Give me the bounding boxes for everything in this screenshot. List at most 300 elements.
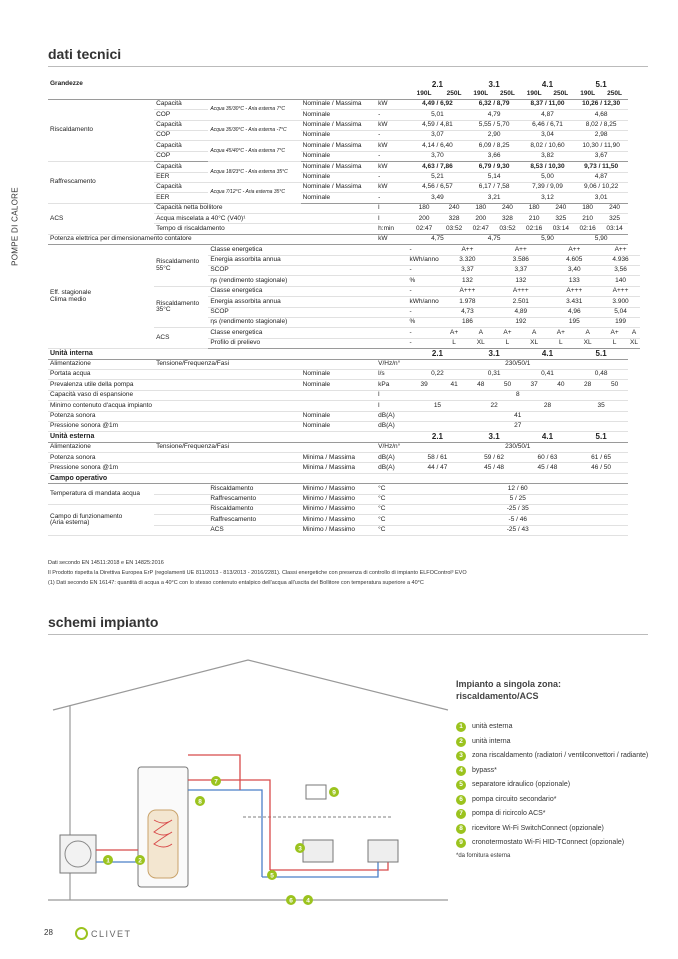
- table-cell: A+++: [494, 286, 547, 296]
- table-cell: Pressione sonora @1m: [48, 421, 154, 431]
- table-cell: XL: [628, 338, 640, 348]
- table-cell: 240: [601, 203, 628, 213]
- logo-ring-icon: [75, 927, 88, 940]
- table-cell: Minimo / Massimo: [301, 515, 376, 525]
- table-cell: Nominale / Massima: [301, 99, 376, 109]
- section-title-scheme: schemi impianto: [48, 614, 159, 630]
- table-cell: 4,14 / 6,40: [407, 141, 467, 151]
- table-cell: -: [376, 151, 407, 161]
- table-cell: Eff. stagionale Clima medio: [48, 245, 154, 349]
- table-cell: kW: [376, 141, 407, 151]
- table-cell: ACS: [48, 203, 154, 234]
- table-cell: 199: [601, 317, 640, 327]
- table-cell: A+++: [441, 286, 494, 296]
- table-cell: Capacità: [154, 162, 208, 172]
- table-cell: 200: [467, 214, 494, 224]
- table-cell: A++: [547, 245, 601, 255]
- table-cell: Temperatura di mandata acqua: [48, 484, 154, 505]
- table-cell: SCOP: [208, 307, 376, 317]
- table-cell: V/Hz/n°: [376, 442, 407, 452]
- table-cell: 8,53 / 10,30: [521, 162, 574, 172]
- table-cell: 210: [521, 214, 548, 224]
- table-cell: 133: [547, 276, 601, 286]
- table-cell: kW: [376, 162, 407, 172]
- table-cell: 44 / 47: [407, 463, 467, 473]
- legend-label: cronotermostato Wi-Fi HID-TConnect (opzionale): [472, 839, 625, 846]
- divider: [48, 634, 648, 635]
- table-cell: 5,90: [521, 234, 574, 244]
- table-cell: SCOP: [208, 266, 376, 276]
- table-cell: 4.1: [521, 432, 574, 442]
- table-cell: -: [376, 193, 407, 203]
- table-cell: 48: [467, 380, 494, 390]
- table-cell: XL: [521, 338, 548, 348]
- table-cell: A+: [601, 328, 628, 338]
- table-cell: 5,21: [407, 172, 467, 182]
- table-cell: Riscaldamento: [208, 505, 300, 515]
- table-cell: 8,02 / 10,60: [521, 141, 574, 151]
- table-cell: [376, 328, 407, 338]
- list-item: [456, 780, 656, 790]
- table-row: [48, 349, 640, 359]
- table-cell: 3,37: [441, 266, 494, 276]
- number-badge: 3: [456, 751, 466, 761]
- table-cell: Potenza sonora: [48, 453, 154, 463]
- table-cell: [301, 390, 376, 400]
- table-cell: 4,59 / 4,81: [407, 120, 467, 130]
- table-row: [48, 473, 640, 483]
- table-cell: kW: [376, 234, 407, 244]
- table-cell: Unità esterna: [48, 432, 407, 442]
- svg-text:5: 5: [270, 872, 274, 880]
- table-cell: [154, 515, 208, 525]
- table-cell: 5,90: [574, 234, 628, 244]
- table-cell: 45 / 48: [521, 463, 574, 473]
- table-cell: -: [376, 130, 407, 140]
- table-cell: Acqua 45/40°C - Aria esterna 7°C: [208, 141, 300, 162]
- table-cell: [301, 214, 376, 224]
- table-cell: 15: [407, 401, 467, 411]
- table-cell: dB(A): [376, 421, 407, 431]
- table-cell: 240: [547, 203, 574, 213]
- table-cell: 0,31: [467, 369, 520, 379]
- table-cell: [301, 234, 376, 244]
- table-cell: 5,55 / 5,70: [467, 120, 520, 130]
- table-cell: -: [376, 172, 407, 182]
- table-cell: °C: [376, 484, 407, 494]
- legend-label: ricevitore Wi-Fi SwitchConnect (opzionale): [472, 824, 604, 832]
- svg-text:2: 2: [138, 857, 142, 865]
- table-cell: 6,79 / 9,30: [467, 162, 520, 172]
- page-number: 28: [44, 928, 53, 937]
- table-cell: L: [441, 338, 468, 348]
- svg-text:4: 4: [306, 897, 310, 905]
- table-cell: XL: [574, 338, 601, 348]
- table-cell: 4.1: [541, 79, 554, 89]
- table-cell: 328: [494, 214, 521, 224]
- table-cell: -: [407, 338, 440, 348]
- table-cell: 4,75: [467, 234, 520, 244]
- table-cell: 10,26 / 12,30: [574, 99, 628, 109]
- table-cell: 3,49: [407, 193, 467, 203]
- table-cell: 0,48: [574, 369, 628, 379]
- table-row: [48, 390, 640, 400]
- number-badge: 6: [456, 795, 466, 805]
- table-cell: 5.1: [574, 349, 628, 359]
- table-cell: V/Hz/n°: [376, 359, 407, 369]
- table-cell: [376, 276, 407, 286]
- table-cell: l: [376, 401, 407, 411]
- table-cell: 4,73: [441, 307, 494, 317]
- table-cell: Minimo / Massimo: [301, 505, 376, 515]
- table-cell: A+: [441, 328, 468, 338]
- table-cell: Potenza elettrica per dimensionamento contatore: [48, 234, 301, 244]
- table-cell: 195: [547, 317, 601, 327]
- table-cell: 8,37 / 11,00: [521, 99, 574, 109]
- list-item: [456, 795, 656, 805]
- list-item: [456, 838, 656, 848]
- list-item: [456, 722, 656, 732]
- table-cell: [154, 453, 301, 463]
- table-cell: 5,01: [407, 110, 467, 120]
- table-cell: 3.900: [601, 297, 640, 307]
- table-cell: ηs (rendimento stagionale): [208, 276, 376, 286]
- table-cell: 3,37: [494, 266, 547, 276]
- table-cell: 250L: [441, 89, 468, 99]
- scheme-diagram: [48, 655, 458, 915]
- footnote: (1) Dati secondo EN 16147: quantità di acqua a 40°C con lo stesso contenuto entalpico dell'acqua all'uscita del Bollitore con temperatura superiore a 40°C: [48, 580, 424, 586]
- table-row: [48, 380, 640, 390]
- table-cell: 02:16: [574, 224, 601, 234]
- table-cell: 2,90: [467, 130, 520, 140]
- table-cell: 6,17 / 7,58: [467, 182, 520, 192]
- table-cell: [376, 338, 407, 348]
- table-cell: °C: [376, 494, 407, 504]
- table-row: [48, 453, 640, 463]
- table-cell: 3,70: [407, 151, 467, 161]
- table-cell: Pressione sonora @1m: [48, 463, 154, 473]
- table-cell: L: [494, 338, 521, 348]
- table-cell: 03:52: [494, 224, 521, 234]
- table-cell: °C: [376, 515, 407, 525]
- table-cell: 9,73 / 11,50: [574, 162, 628, 172]
- legend-label: zona riscaldamento (radiatori / ventilconvettori / radiante): [472, 752, 649, 759]
- table-cell: ACS: [208, 525, 300, 535]
- brand-logo: CLIVET: [75, 927, 132, 940]
- svg-text:9: 9: [332, 789, 336, 797]
- table-cell: Capacità vaso di espansione: [48, 390, 154, 400]
- table-cell: [376, 245, 407, 255]
- table-cell: Tempo di riscaldamento: [154, 224, 301, 234]
- table-cell: 2.1: [407, 432, 467, 442]
- table-cell: 3,12: [521, 193, 574, 203]
- table-cell: A: [574, 328, 601, 338]
- table-cell: 5,04: [601, 307, 640, 317]
- table-cell: Raffrescamento: [208, 494, 300, 504]
- table-cell: 9,06 / 10,22: [574, 182, 628, 192]
- table-cell: Nominale: [301, 151, 376, 161]
- table-row: [48, 505, 640, 515]
- table-cell: [154, 525, 208, 535]
- table-cell: Campo di funzionamento (Aria esterna): [48, 505, 154, 536]
- table-cell: 2.1: [407, 349, 467, 359]
- number-badge: 7: [456, 809, 466, 819]
- table-cell: 6,32 / 8,79: [467, 99, 520, 109]
- legend-label: unità esterna: [472, 723, 513, 730]
- legend-label: pompa circuito secondario*: [472, 795, 557, 803]
- table-cell: 190L: [574, 89, 601, 99]
- footnotes: [48, 560, 467, 590]
- tech-table: [48, 80, 640, 536]
- svg-text:1: 1: [106, 857, 110, 865]
- table-cell: [376, 266, 407, 276]
- table-cell: 5.1: [595, 79, 607, 89]
- table-cell: 2,98: [574, 130, 628, 140]
- table-row: [48, 484, 640, 494]
- table-cell: kPa: [376, 380, 407, 390]
- table-cell: 03:14: [601, 224, 628, 234]
- table-row: [48, 442, 640, 452]
- table-cell: [154, 484, 208, 494]
- table-cell: XL: [467, 338, 494, 348]
- table-cell: %: [407, 317, 440, 327]
- table-cell: dB(A): [376, 463, 407, 473]
- table-cell: 210: [574, 214, 601, 224]
- table-cell: °C: [376, 505, 407, 515]
- table-cell: A++: [601, 245, 640, 255]
- table-cell: 7,39 / 9,09: [521, 182, 574, 192]
- table-cell: [301, 359, 376, 369]
- table-cell: 61 / 65: [574, 453, 628, 463]
- table-cell: [154, 380, 301, 390]
- table-cell: h:min: [376, 224, 407, 234]
- table-cell: Riscaldamento: [48, 99, 154, 161]
- scheme-legend: [456, 678, 656, 859]
- table-cell: -: [376, 110, 407, 120]
- table-row: [48, 369, 640, 379]
- table-cell: Nominale: [301, 369, 376, 379]
- table-cell: 50: [601, 380, 628, 390]
- table-cell: 3,21: [467, 193, 520, 203]
- table-cell: 41: [441, 380, 468, 390]
- table-cell: [154, 401, 301, 411]
- table-cell: 3,07: [407, 130, 467, 140]
- table-cell: 8: [407, 390, 628, 400]
- table-cell: Prevalenza utile della pompa: [48, 380, 154, 390]
- table-cell: °C: [376, 525, 407, 535]
- table-cell: 03:14: [547, 224, 574, 234]
- table-cell: 0,41: [521, 369, 574, 379]
- table-cell: 5,00: [521, 172, 574, 182]
- table-cell: 180: [521, 203, 548, 213]
- number-badge: 5: [456, 780, 466, 790]
- table-cell: 3,56: [601, 266, 640, 276]
- table-cell: dB(A): [376, 411, 407, 421]
- footnote: Dati secondo EN 14511:2018 e EN 14825:2016: [48, 560, 164, 566]
- table-cell: Acqua 18/23°C - Aria esterna 35°C: [208, 162, 300, 183]
- table-cell: Classe energetica: [208, 245, 376, 255]
- table-cell: EER: [154, 172, 208, 182]
- table-cell: 4,89: [494, 307, 547, 317]
- table-row: [48, 80, 640, 89]
- table-cell: ηs (rendimento stagionale): [208, 317, 376, 327]
- table-cell: 6,09 / 8,25: [467, 141, 520, 151]
- table-cell: 240: [441, 203, 468, 213]
- number-badge: 1: [456, 722, 466, 732]
- table-cell: Potenza sonora: [48, 411, 154, 421]
- table-row: [48, 421, 640, 431]
- table-cell: Capacità: [154, 99, 208, 109]
- table-cell: 28: [521, 401, 574, 411]
- table-cell: A+++: [601, 286, 640, 296]
- table-cell: 3,04: [521, 130, 574, 140]
- thermostat-icon: [306, 785, 326, 799]
- table-cell: Profilo di prelievo: [208, 338, 376, 348]
- table-cell: 325: [547, 214, 574, 224]
- table-cell: Acqua 35/30°C - Aria esterna 7°C: [208, 99, 300, 120]
- table-row: [48, 245, 640, 255]
- table-cell: 46 / 50: [574, 463, 628, 473]
- table-cell: Raffrescamento: [48, 162, 154, 204]
- legend-label: pompa di ricircolo ACS*: [472, 810, 546, 817]
- table-cell: 4,68: [574, 110, 628, 120]
- table-cell: Acqua miscelata a 40°C (V40)¹: [154, 214, 301, 224]
- table-cell: COP: [154, 110, 208, 120]
- table-cell: 5,14: [467, 172, 520, 182]
- table-cell: COP: [154, 151, 208, 161]
- table-cell: [154, 505, 208, 515]
- number-badge: 9: [456, 838, 466, 848]
- table-cell: Grandezze: [50, 80, 83, 88]
- table-cell: kWh/anno: [407, 297, 440, 307]
- table-cell: A: [521, 328, 548, 338]
- table-cell: [154, 390, 301, 400]
- table-cell: 4.1: [521, 349, 574, 359]
- table-cell: 4.936: [601, 255, 640, 265]
- table-cell: Classe energetica: [208, 328, 376, 338]
- table-cell: A+: [494, 328, 521, 338]
- table-cell: l: [376, 203, 407, 213]
- table-cell: Nominale / Massima: [301, 141, 376, 151]
- table-cell: 40: [547, 380, 574, 390]
- table-cell: -25 / 43: [407, 525, 628, 535]
- table-cell: [154, 494, 208, 504]
- table-cell: Nominale: [301, 421, 376, 431]
- table-cell: 2.501: [494, 297, 547, 307]
- table-cell: 60 / 63: [521, 453, 574, 463]
- table-cell: 3,01: [574, 193, 628, 203]
- table-cell: Capacità: [154, 120, 208, 130]
- table-cell: 3.1: [467, 349, 520, 359]
- table-cell: kW: [376, 182, 407, 192]
- table-cell: [154, 411, 301, 421]
- legend-label: bypass*: [472, 766, 497, 774]
- table-cell: [301, 442, 376, 452]
- svg-text:7: 7: [214, 778, 218, 786]
- table-cell: L: [601, 338, 628, 348]
- table-row: [48, 432, 640, 442]
- table-cell: Minimo / Massimo: [301, 525, 376, 535]
- table-cell: Nominale / Massima: [301, 162, 376, 172]
- table-cell: 230/50/1: [407, 359, 628, 369]
- table-cell: Nominale / Massima: [301, 182, 376, 192]
- table-cell: [154, 463, 301, 473]
- table-cell: -: [407, 307, 440, 317]
- table-cell: Raffrescamento: [208, 515, 300, 525]
- table-row: [48, 401, 640, 411]
- table-cell: 328: [441, 214, 468, 224]
- table-cell: Nominale: [301, 110, 376, 120]
- table-cell: Nominale: [301, 193, 376, 203]
- table-cell: 5.1: [574, 432, 628, 442]
- list-item: [456, 766, 656, 776]
- table-cell: [376, 317, 407, 327]
- radiator: [303, 840, 333, 862]
- table-cell: 27: [407, 421, 628, 431]
- table-cell: Alimentazione: [48, 359, 154, 369]
- table-cell: Capacità netta bollitore: [154, 203, 301, 213]
- table-cell: 45 / 48: [467, 463, 520, 473]
- table-cell: l/s: [376, 369, 407, 379]
- list-item: [456, 809, 656, 819]
- table-cell: 240: [494, 203, 521, 213]
- table-cell: 3.586: [494, 255, 547, 265]
- table-cell: 3,40: [547, 266, 601, 276]
- table-cell: 180: [467, 203, 494, 213]
- table-cell: Nominale / Massima: [301, 120, 376, 130]
- table-cell: Tensione/Frequenza/Fasi: [154, 359, 301, 369]
- table-cell: A++: [494, 245, 547, 255]
- table-cell: 02:47: [407, 224, 440, 234]
- number-badge: 2: [456, 737, 466, 747]
- table-cell: 41: [407, 411, 628, 421]
- table-cell: Capacità: [154, 182, 208, 192]
- table-cell: 37: [521, 380, 548, 390]
- table-cell: 4.605: [547, 255, 601, 265]
- side-label: POMPE DI CALORE: [10, 187, 20, 266]
- table-cell: 0,22: [407, 369, 467, 379]
- table-cell: kWh/anno: [407, 255, 440, 265]
- table-cell: Classe energetica: [208, 286, 376, 296]
- table-row: [48, 99, 640, 109]
- table-cell: 3.320: [441, 255, 494, 265]
- svg-text:6: 6: [289, 897, 293, 905]
- table-cell: 140: [601, 276, 640, 286]
- table-cell: 2.1: [431, 79, 443, 89]
- table-cell: -: [407, 328, 440, 338]
- table-cell: 12 / 60: [407, 484, 628, 494]
- table-cell: 250L: [601, 89, 628, 99]
- table-cell: Energia assorbita annua: [208, 255, 376, 265]
- table-cell: 200: [407, 214, 440, 224]
- footnote: Il Prodotto rispetta la Direttiva Europea ErP (regolamenti UE 811/2013 - 813/2013 - 2016/2281). Classi energetiche con presenza di controllo di impianto ELFOControl³ EVO: [48, 570, 467, 576]
- table-cell: 4,79: [467, 110, 520, 120]
- table-cell: 4,87: [521, 110, 574, 120]
- table-cell: 132: [441, 276, 494, 286]
- table-cell: 3.1: [467, 432, 520, 442]
- table-cell: 4,87: [574, 172, 628, 182]
- table-row: [48, 359, 640, 369]
- svg-text:8: 8: [198, 798, 202, 806]
- table-cell: 1.978: [441, 297, 494, 307]
- radiator: [368, 840, 398, 862]
- table-cell: Riscaldamento: [208, 484, 300, 494]
- table-row: [48, 203, 640, 213]
- table-cell: 180: [574, 203, 601, 213]
- table-cell: 180: [407, 203, 440, 213]
- table-cell: [376, 297, 407, 307]
- table-cell: [376, 307, 407, 317]
